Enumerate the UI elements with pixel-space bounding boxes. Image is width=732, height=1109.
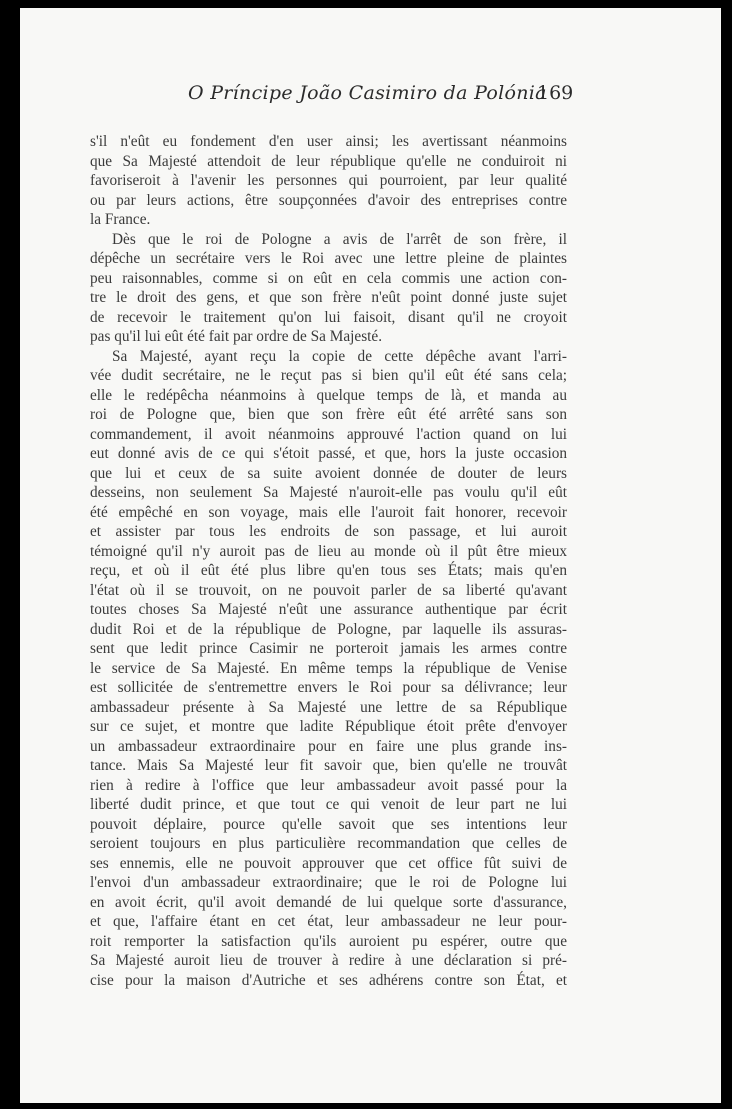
- text-line: l'envoi d'un ambassadeur extraordinaire; que le roi de Pologne lui: [90, 874, 567, 891]
- running-title: O Príncipe João Casimiro da Polónia: [188, 82, 547, 104]
- text-line: vée dudit secrétaire, ne le reçut pas si bien qu'il eût été sans cela;: [90, 367, 567, 384]
- text-line: est sollicitée de s'entremettre envers le Roi pour sa délivrance; leur: [90, 679, 567, 696]
- text-line: l'état où il se trouvoit, on ne pouvoit parler de sa liberté qu'avant: [90, 581, 567, 599]
- text-line: liberté dudit prince, et que tout ce qui venoit de leur part ne lui: [90, 796, 567, 813]
- text-line: dépêche un secrétaire vers le Roi avec une lettre pleine de plaintes: [90, 250, 567, 267]
- text-line: ambassadeur présente à Sa Majesté une lettre de sa République: [90, 698, 567, 716]
- text-line: ou par leurs actions, être soupçonnées d'avoir des entreprises contre: [90, 191, 567, 209]
- text-line: eut donné avis de ce qui s'étoit passé, et que, hors la juste occasion: [90, 445, 567, 462]
- text-line: cise pour la maison d'Autriche et ses adhérens contre son État, et: [90, 971, 567, 989]
- text-line: dudit Roi et de la république de Pologne, par laquelle ils assuras-: [90, 620, 567, 638]
- text-line: et assister par tous les endroits de son passage, et lui auroit: [90, 523, 567, 540]
- text-line: sent que ledit prince Casimir ne porteroit jamais les armes contre: [90, 640, 567, 657]
- text-line: témoigné qu'il n'y auroit pas de lieu au monde où il pût être mieux: [90, 542, 567, 560]
- text-line: et que, l'affaire étant en cet état, leur ambassadeur ne leur pour-: [90, 913, 567, 930]
- text-line: roit remporter la satisfaction qu'ils auroient pu espérer, outre que: [90, 932, 567, 950]
- text-line: que Sa Majesté attendoit de leur république qu'elle ne conduiroit ni: [90, 152, 567, 170]
- text-line: Sa Majesté, ayant reçu la copie de cette dépêche avant l'arri-: [112, 347, 567, 365]
- page-header: [20, 82, 721, 112]
- text-line: favoriseroit à l'avenir les personnes qui pourroient, par leur qualité: [90, 172, 567, 189]
- text-line: la France.: [90, 211, 151, 228]
- text-line: Sa Majesté auroit lieu de trouver à redire à une déclaration si pré-: [90, 952, 567, 969]
- text-line: commandement, il avoit néanmoins approuvé l'action quand on lui: [90, 425, 567, 443]
- text-line: sur ce sujet, et montre que ladite République étoit prête d'envoyer: [90, 718, 567, 735]
- book-page: [20, 8, 721, 1103]
- text-line: un ambassadeur extraordinaire pour en faire une plus grande ins-: [90, 737, 567, 755]
- text-line: tre le droit des gens, et que son frère n'eût point donné juste sujet: [90, 289, 567, 306]
- text-line: reçu, et où il eût été plus libre qu'en tous ses États; mais qu'en: [90, 562, 567, 579]
- text-line: s'il n'eût eu fondement d'en user ainsi; les avertissant néanmoins: [90, 133, 567, 150]
- text-line: ses ennemis, elle ne pouvoit approuver que cet office fût suivi de: [90, 854, 567, 872]
- text-line: peu raisonnables, comme si on eût en cela commis une action con-: [90, 269, 567, 287]
- text-line: été empêché en son voyage, mais elle l'auroit fait honorer, recevoir: [90, 503, 567, 521]
- text-line: de recevoir le traitement qu'on lui faisoit, disant qu'il ne croyoit: [90, 308, 567, 326]
- text-line: pouvoit déplaire, pource qu'elle savoit que ses intentions leur: [90, 815, 567, 833]
- text-line: tance. Mais Sa Majesté leur fit savoir que, bien qu'elle ne trouvât: [90, 757, 567, 774]
- text-line: rien à redire à l'office que leur ambassadeur avoit passé pour la: [90, 776, 567, 794]
- text-line: desseins, non seulement Sa Majesté n'auroit-elle pas voulu qu'il eût: [90, 484, 567, 501]
- text-line: pas qu'il lui eût été fait par ordre de Sa Majesté.: [90, 328, 383, 345]
- text-line: en avoit écrit, qu'il avoit demandé de lui quelque sorte d'assurance,: [90, 893, 567, 911]
- text-line: Dès que le roi de Pologne a avis de l'arrêt de son frère, il: [112, 230, 567, 248]
- text-line: le service de Sa Majesté. En même temps la république de Venise: [90, 659, 567, 677]
- text-line: elle le redépêcha néanmoins à quelque temps de là, et manda au: [90, 386, 567, 404]
- text-line: roi de Pologne que, bien que son frère eût été arrêté sans son: [90, 406, 567, 423]
- text-line: que lui et ceux de sa suite avoient donnée de douter de leurs: [90, 464, 567, 482]
- page-number: 169: [537, 82, 574, 104]
- text-line: seroient toujours en plus particulière recommandation que celles de: [90, 835, 567, 852]
- text-line: toutes choses Sa Majesté n'eût une assurance authentique par écrit: [90, 601, 567, 618]
- body-text: [90, 132, 567, 990]
